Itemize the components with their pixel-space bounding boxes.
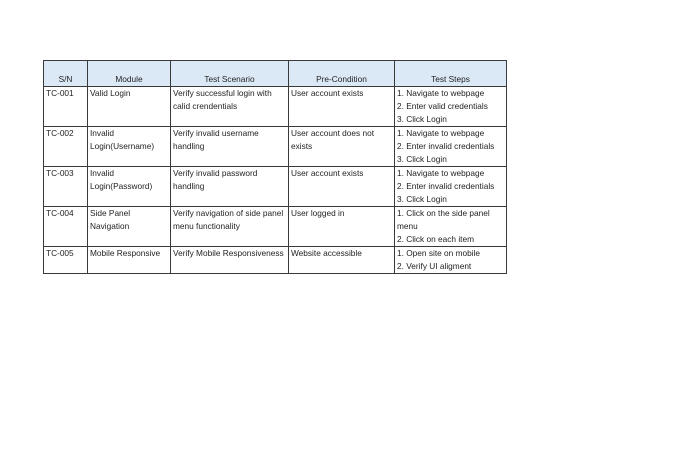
test-case-table [43,60,507,274]
cell-line: Website accessible [291,248,362,258]
cell-line: User account exists [291,168,364,178]
cell-line: 3. Click Login [397,194,447,204]
cell-test-scenario [171,127,289,167]
cell-line: 2. Enter valid credentials [397,101,488,111]
cell-line: 1. Navigate to webpage [397,168,485,178]
cell-line: 3. Click Login [397,114,447,124]
header-pre-condition: Pre-Condition [289,61,395,87]
cell-sn [44,247,88,274]
cell-test-scenario [171,167,289,207]
table-body [44,87,507,274]
cell-line: 1. Navigate to webpage [397,88,485,98]
table-row [44,207,507,247]
cell-line: User logged in [291,208,345,218]
cell-text: TC-002 [46,128,74,138]
cell-line: 1. Open site on mobile [397,248,481,258]
cell-test-scenario [171,87,289,127]
cell-line: User account does not [291,128,375,138]
cell-sn [44,127,88,167]
cell-line: Invalid [90,128,114,138]
cell-test-scenario [171,207,289,247]
cell-module [88,87,171,127]
cell-pre-condition [289,127,395,167]
cell-line: 3. Click Login [397,154,447,164]
header-test-steps: Test Steps [395,61,507,87]
table-row [44,247,507,274]
header-row [44,61,507,87]
cell-module [88,127,171,167]
table-row [44,87,507,127]
cell-test-steps [395,247,507,274]
cell-module [88,207,171,247]
cell-line: 1. Click on the side panel [397,208,490,218]
cell-line: 1. Navigate to webpage [397,128,485,138]
cell-line: menu [397,221,418,231]
cell-line: Login(Username) [90,141,155,151]
cell-line: Side Panel [90,208,131,218]
cell-test-steps [395,87,507,127]
cell-line: User account exists [291,88,364,98]
cell-module [88,247,171,274]
cell-line: Verify successful login with [173,88,272,98]
cell-test-steps [395,167,507,207]
cell-sn [44,167,88,207]
cell-test-scenario [171,247,289,274]
table-row [44,167,507,207]
cell-line: Verify Mobile Responsiveness [173,248,284,258]
cell-test-steps [395,127,507,167]
header-sn: S/N [44,61,88,87]
cell-line: menu functionality [173,221,240,231]
cell-line: Login(Password) [90,181,153,191]
cell-test-steps [395,207,507,247]
cell-line: Invalid [90,168,114,178]
cell-text: TC-001 [46,88,74,98]
cell-pre-condition [289,207,395,247]
cell-line: calid crendentials [173,101,238,111]
cell-line: 2. Click on each item [397,234,475,244]
cell-line: Mobile Responsive [90,248,161,258]
cell-text: TC-005 [46,248,74,258]
cell-text: TC-004 [46,208,74,218]
cell-text: TC-003 [46,168,74,178]
cell-line: Verify invalid username [173,128,259,138]
cell-pre-condition [289,167,395,207]
cell-sn [44,207,88,247]
cell-line: Verify navigation of side panel [173,208,284,218]
table-row [44,127,507,167]
cell-line: exists [291,141,313,151]
cell-line: handling [173,181,205,191]
cell-sn [44,87,88,127]
cell-line: 2. Verify UI aligment [397,261,472,271]
header-module: Module [88,61,171,87]
cell-pre-condition [289,87,395,127]
cell-line: 2. Enter invalid credentials [397,181,495,191]
cell-line: Verify invalid password [173,168,258,178]
cell-line: Valid Login [90,88,131,98]
cell-module [88,167,171,207]
cell-pre-condition [289,247,395,274]
header-test-scenario: Test Scenario [171,61,289,87]
cell-line: 2. Enter invalid credentials [397,141,495,151]
cell-line: handling [173,141,205,151]
cell-line: Navigation [90,221,130,231]
